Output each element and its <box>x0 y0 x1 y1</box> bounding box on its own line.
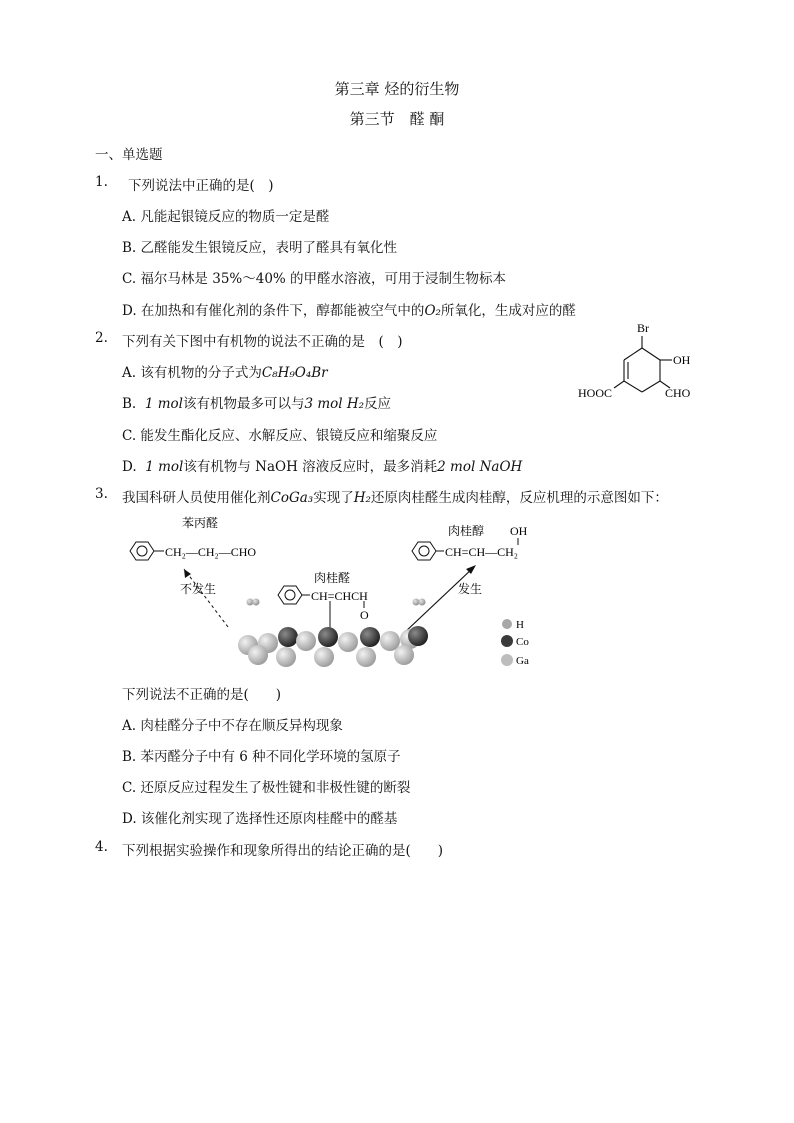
right-formula: CH=CH—CH₂ <box>445 545 518 559</box>
q3-stem <box>122 486 668 506</box>
struct-hooc: HOOC <box>578 386 613 400</box>
q1-option-d-text1: D. 在加热和有催化剂的条件下，醇都能被空气中的 <box>122 303 425 319</box>
q1-option-d-text2: 所氧化，生成对应的醛 <box>440 303 576 319</box>
q1-option-d <box>122 299 576 319</box>
legend-h-label: H <box>516 619 524 631</box>
ring-bonds <box>614 336 672 392</box>
struct-cho: CHO <box>665 386 691 400</box>
q2-structure-diagram <box>572 318 712 410</box>
q3-option-b: B. 苯丙醛分子中有 6 种不同化学环境的氢原子 <box>122 749 401 765</box>
q1-stem: 下列说法中正确的是( ) <box>128 178 274 194</box>
left-benzene <box>130 542 164 560</box>
h2-atom <box>247 599 254 606</box>
q2-option-c: C. 能发生酯化反应、水解反应、银镜反应和缩聚反应 <box>122 428 438 444</box>
q2-option-d-mol1: 1 mol <box>145 459 184 475</box>
legend-co-swatch <box>501 635 513 647</box>
h2-atom <box>253 599 260 606</box>
q4-number: 4. <box>95 839 108 855</box>
q3-option-d: D. 该催化剂实现了选择性还原肉桂醛中的醛基 <box>122 811 398 827</box>
q1-option-c-text1: C. 福尔马林是 <box>122 271 208 287</box>
q1-option-a: A. 凡能起银镜反应的物质一定是醛 <box>122 209 330 225</box>
left-dashed-arrow <box>184 569 228 627</box>
q3-stem-h2: H₂ <box>353 490 371 506</box>
left-label: 不发生 <box>180 582 217 596</box>
q2-number: 2. <box>95 330 108 346</box>
q1-option-c-text2: 的甲醛水溶液，可用于浸制生物标本 <box>290 271 507 287</box>
q3-number: 3. <box>95 486 108 502</box>
q3-option-c: C. 还原反应过程发生了极性键和非极性键的断裂 <box>122 780 411 796</box>
q4-stem: 下列根据实验操作和现象所得出的结论正确的是( ) <box>122 843 444 859</box>
q3-mechanism-diagram <box>118 515 548 675</box>
q2-option-a-formula: C₈H₉O₄Br <box>261 365 328 381</box>
q3-stem-text1: 我国科研人员使用催化剂 <box>122 490 271 506</box>
q3-stem-catalyst: CoGa₃ <box>270 490 314 506</box>
legend-ga-swatch <box>501 654 513 666</box>
section-title: 第三节 醛 酮 <box>349 110 445 128</box>
q2-option-d-mol2: 2 mol NaOH <box>437 459 523 475</box>
q2-option-d <box>122 455 522 475</box>
struct-br: Br <box>637 321 649 335</box>
q3-stem-text2: 实现了 <box>313 490 354 506</box>
q2-option-b-mol2: 3 mol H₂ <box>304 396 365 412</box>
center-o: O <box>360 608 369 622</box>
legend-h-swatch <box>502 619 512 629</box>
right-molecule-name: 肉桂醇 <box>448 524 485 538</box>
chapter-title: 第三章 烃的衍生物 <box>334 80 460 98</box>
q3-option-a: A. 肉桂醛分子中不存在顺反异构现象 <box>122 718 343 734</box>
q1-number: 1. <box>95 174 108 190</box>
q1-option-d-o2: O₂ <box>424 303 441 319</box>
legend-ga-label: Ga <box>516 655 529 667</box>
right-oh: OH <box>510 524 528 538</box>
q2-option-a <box>122 361 328 381</box>
left-arrow-head <box>184 569 191 578</box>
right-label: 发生 <box>458 582 483 596</box>
struct-oh: OH <box>673 353 691 367</box>
center-formula: CH=CHCH <box>311 589 368 603</box>
center-molecule-name: 肉桂醛 <box>314 571 351 585</box>
q2-option-b-text: 该有机物最多可以与 <box>182 396 305 412</box>
part-heading: 一、单选题 <box>95 147 163 163</box>
q2-option-b <box>122 392 391 412</box>
q2-option-a-text: A. 该有机物的分子式为 <box>122 365 262 381</box>
right-benzene <box>412 542 444 560</box>
q3-stem-text3: 还原肉桂醛生成肉桂醇，反应机理的示意图如下： <box>370 490 668 506</box>
q3-sub-stem: 下列说法不正确的是( ) <box>122 687 282 703</box>
left-molecule-name: 苯丙醛 <box>182 516 219 530</box>
q2-option-b-letter: B. <box>122 396 137 412</box>
q2-option-b-mol1: 1 mol <box>144 396 183 412</box>
q2-option-d-text: 该有机物与 NaOH 溶液反应时，最多消耗 <box>183 459 438 475</box>
q1-option-b: B. 乙醛能发生银镜反应，表明了醛具有氧化性 <box>122 240 398 256</box>
legend-co-label: Co <box>516 636 529 648</box>
q2-option-b-end: 反应 <box>364 396 392 412</box>
catalyst-surface <box>238 626 428 667</box>
h2-atom <box>419 599 426 606</box>
q1-option-c-percent: 35%～40% <box>212 271 286 287</box>
diagram-legend <box>501 619 529 667</box>
left-formula: CH₂—CH₂—CHO <box>165 545 257 559</box>
q2-stem: 下列有关下图中有机物的说法不正确的是 ( ) <box>122 334 403 350</box>
h2-atom <box>413 599 420 606</box>
q1-option-c <box>122 267 506 287</box>
q2-option-d-letter: D. <box>122 459 137 475</box>
